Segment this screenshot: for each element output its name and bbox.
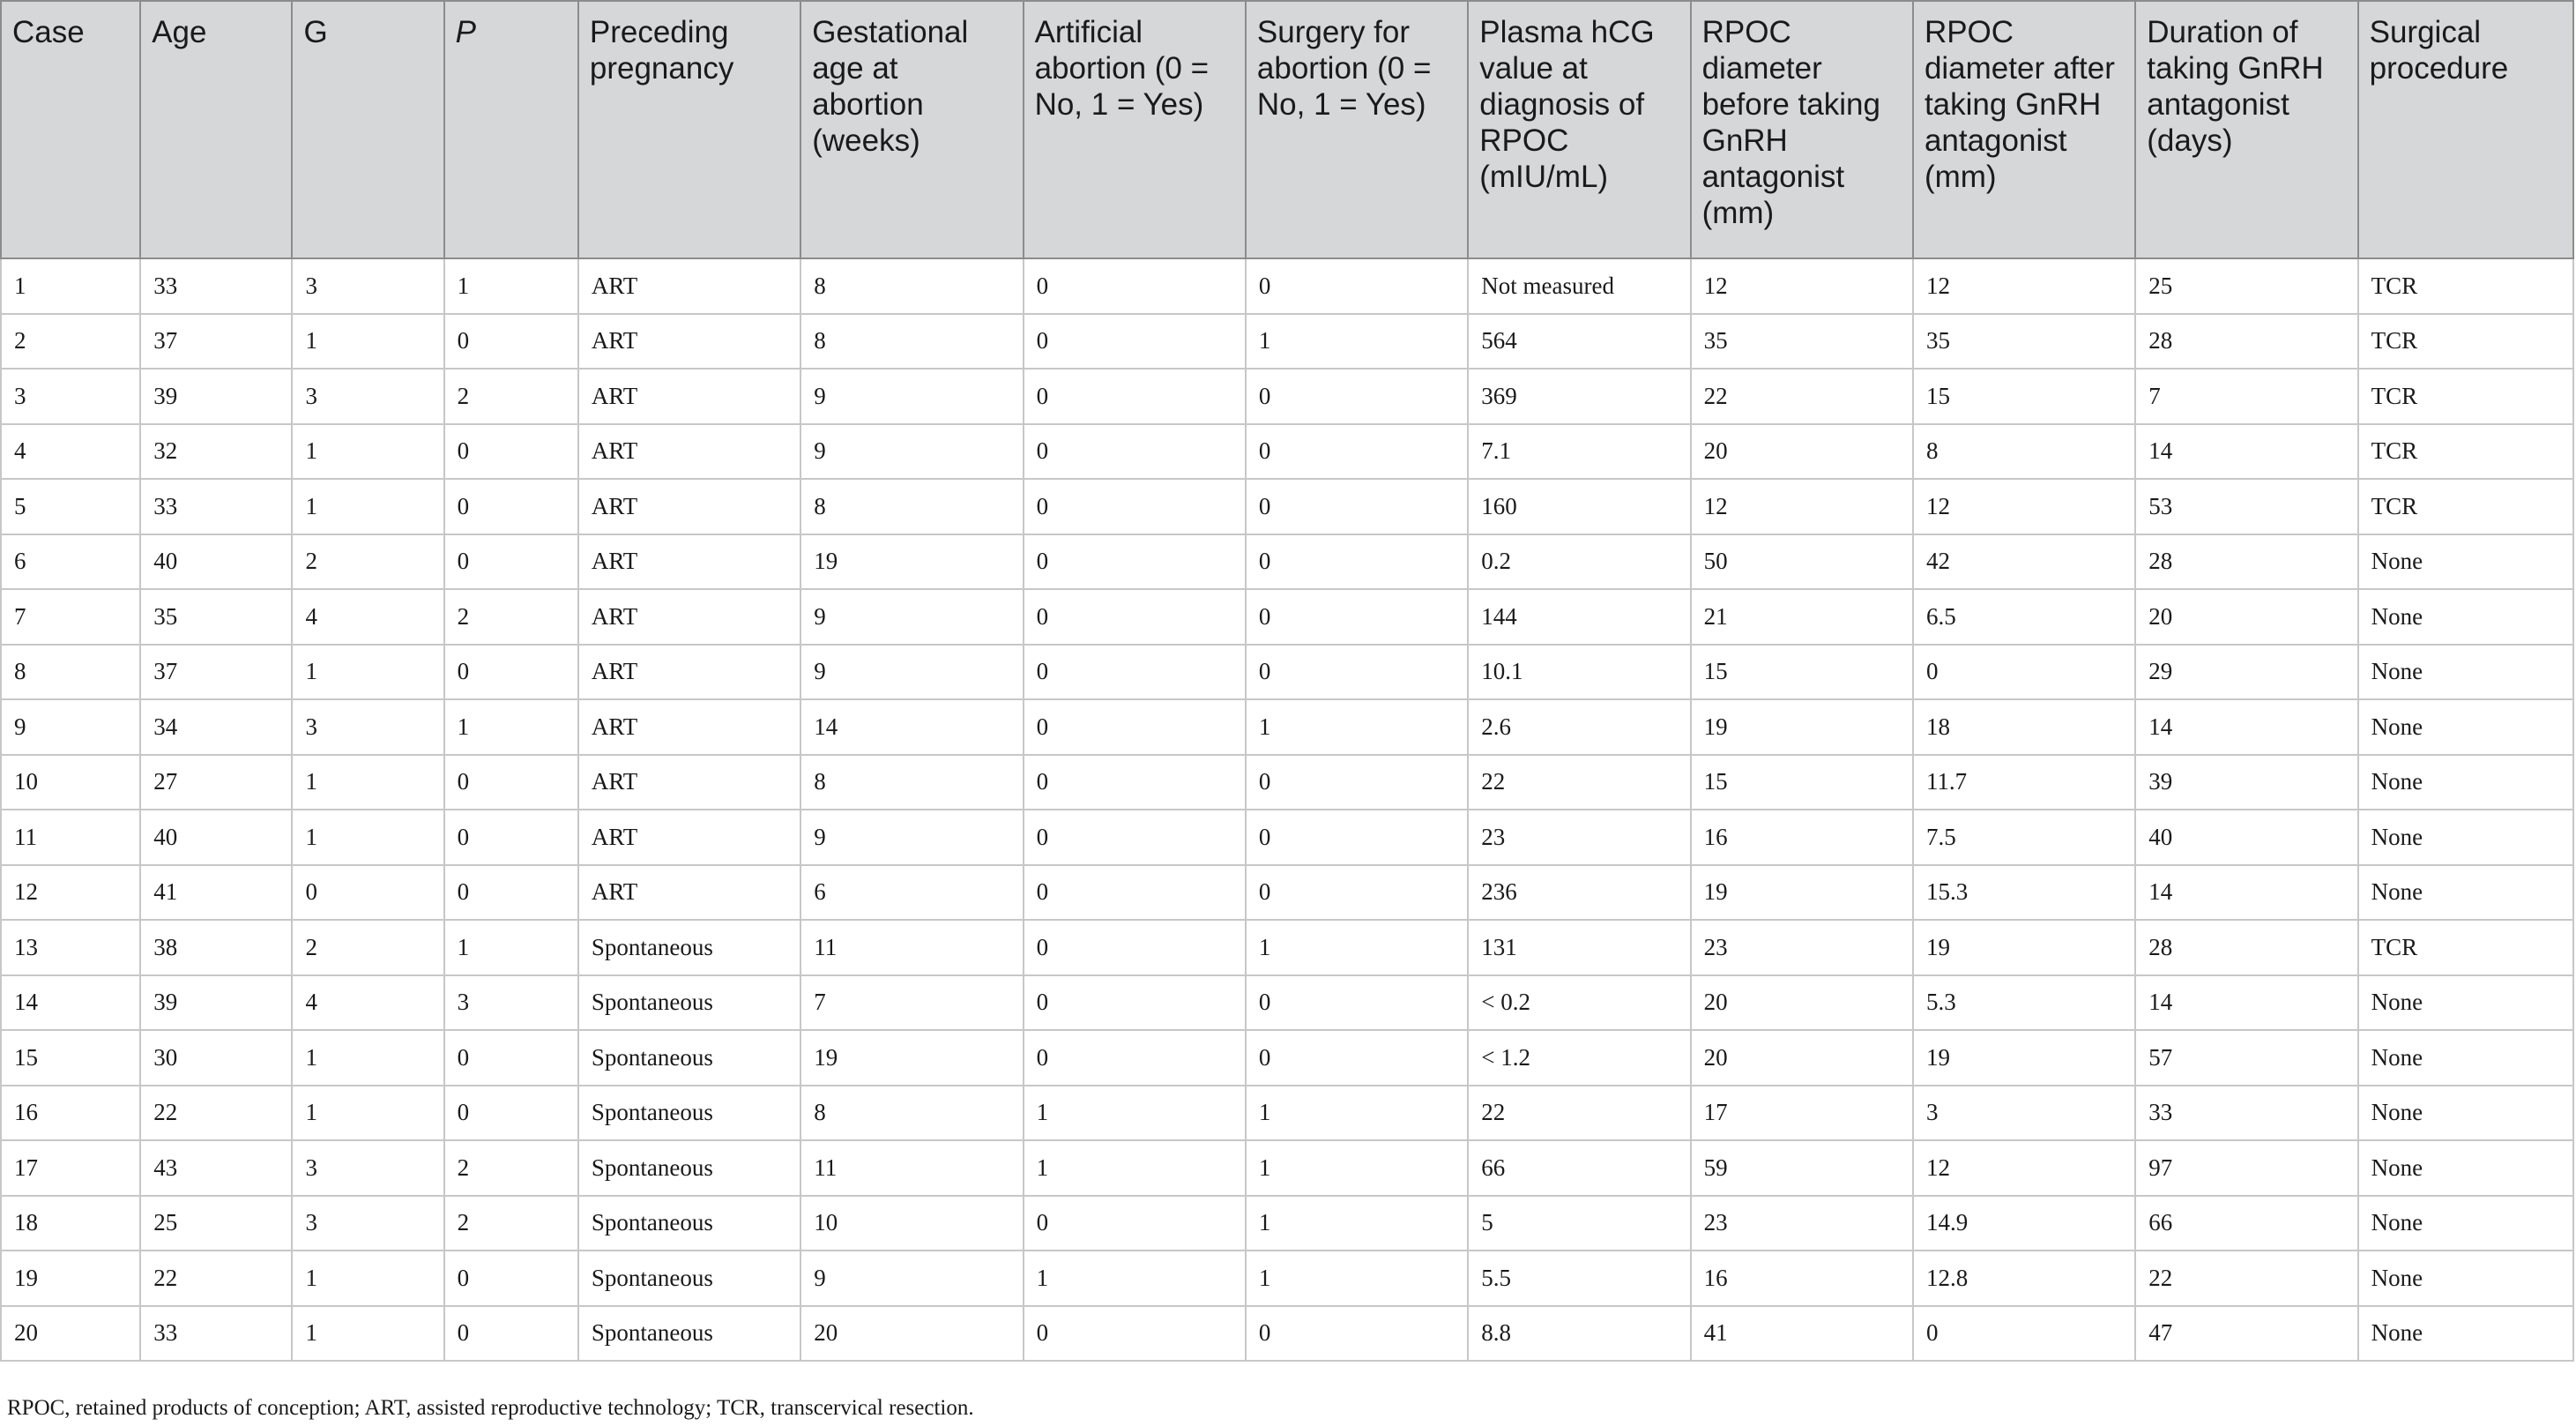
table-cell: 0 xyxy=(444,1030,578,1086)
table-cell: 9 xyxy=(800,424,1023,480)
table-cell: 1 xyxy=(1246,1086,1468,1141)
table-cell: 1 xyxy=(1024,1251,1246,1306)
table-cell: None xyxy=(2358,1030,2573,1086)
table-cell: 8 xyxy=(1913,424,2135,480)
table-cell: 38 xyxy=(140,920,292,975)
table-cell: 1 xyxy=(292,1086,443,1141)
table-cell: 0 xyxy=(1246,1030,1468,1086)
table-cell: 2 xyxy=(444,369,578,424)
table-row xyxy=(1,645,2573,700)
table-cell: 5.5 xyxy=(1468,1251,1690,1306)
table-cell: 35 xyxy=(1691,314,1913,370)
table-cell: 19 xyxy=(1,1251,140,1306)
table-cell: 0 xyxy=(1246,975,1468,1031)
table-cell: 3 xyxy=(292,1140,443,1196)
table-cell: 1 xyxy=(1024,1086,1246,1141)
table-cell: 15 xyxy=(1691,755,1913,810)
table-cell: 22 xyxy=(140,1086,292,1141)
table-cell: 29 xyxy=(2135,645,2357,700)
table-row xyxy=(1,479,2573,534)
column-header: Plasma hCG value at diagnosis of RPOC (mIU/mL) xyxy=(1468,1,1690,258)
table-cell: 0 xyxy=(1024,920,1246,975)
table-cell: 0 xyxy=(444,1251,578,1306)
table-cell: 66 xyxy=(2135,1196,2357,1251)
table-cell: 14 xyxy=(2135,424,2357,480)
table-cell: 6 xyxy=(1,534,140,590)
table-cell: 0 xyxy=(1246,755,1468,810)
table-cell: 20 xyxy=(1691,424,1913,480)
table-cell: 0 xyxy=(1024,645,1246,700)
table-cell: 37 xyxy=(140,645,292,700)
table-cell: ART xyxy=(578,810,800,865)
table-cell: 10 xyxy=(800,1196,1023,1251)
table-cell: 19 xyxy=(1913,920,2135,975)
table-cell: None xyxy=(2358,865,2573,921)
table-cell: 12 xyxy=(1691,479,1913,534)
table-cell: 0 xyxy=(1024,1030,1246,1086)
table-cell: 39 xyxy=(140,975,292,1031)
table-row xyxy=(1,534,2573,590)
table-cell: 1 xyxy=(1246,1251,1468,1306)
table-cell: 35 xyxy=(1913,314,2135,370)
table-cell: 3 xyxy=(292,258,443,314)
table-cell: ART xyxy=(578,589,800,645)
table-cell: 4 xyxy=(292,589,443,645)
table-cell: ART xyxy=(578,699,800,755)
table-cell: TCR xyxy=(2358,424,2573,480)
table-cell: 0 xyxy=(444,1306,578,1362)
table-cell: 39 xyxy=(140,369,292,424)
table-cell: Spontaneous xyxy=(578,1196,800,1251)
table-cell: 12 xyxy=(1913,258,2135,314)
column-header: Case xyxy=(1,1,140,258)
table-cell: 0 xyxy=(1024,1196,1246,1251)
table-cell: < 1.2 xyxy=(1468,1030,1690,1086)
table-cell: 0 xyxy=(1246,589,1468,645)
table-cell: 1 xyxy=(1024,1140,1246,1196)
table-cell: None xyxy=(2358,1306,2573,1362)
table-cell: 35 xyxy=(140,589,292,645)
table-cell: 15.3 xyxy=(1913,865,2135,921)
table-cell: 21 xyxy=(1691,589,1913,645)
table-cell: 22 xyxy=(1468,755,1690,810)
table-cell: 20 xyxy=(2135,589,2357,645)
table-cell: 9 xyxy=(800,1251,1023,1306)
table-cell: 12 xyxy=(1913,479,2135,534)
column-header: Duration of taking GnRH antagonist (days) xyxy=(2135,1,2357,258)
table-cell: 66 xyxy=(1468,1140,1690,1196)
table-cell: 23 xyxy=(1468,810,1690,865)
table-cell: 131 xyxy=(1468,920,1690,975)
table-row xyxy=(1,424,2573,480)
table-cell: 5 xyxy=(1,479,140,534)
table-cell: TCR xyxy=(2358,314,2573,370)
table-cell: 40 xyxy=(140,534,292,590)
table-cell: None xyxy=(2358,1196,2573,1251)
table-cell: 0 xyxy=(1024,589,1246,645)
table-cell: 564 xyxy=(1468,314,1690,370)
table-cell: 22 xyxy=(1691,369,1913,424)
table-cell: 2.6 xyxy=(1468,699,1690,755)
table-cell: 1 xyxy=(444,920,578,975)
table-cell: 0 xyxy=(1246,865,1468,921)
column-header: Age xyxy=(140,1,292,258)
table-row xyxy=(1,865,2573,921)
table-cell: 0 xyxy=(1246,424,1468,480)
table-cell: 27 xyxy=(140,755,292,810)
table-cell: 1 xyxy=(292,1251,443,1306)
table-cell: 9 xyxy=(800,810,1023,865)
table-cell: ART xyxy=(578,314,800,370)
table-cell: 40 xyxy=(2135,810,2357,865)
table-cell: 0 xyxy=(444,755,578,810)
table-cell: 1 xyxy=(444,258,578,314)
table-cell: 8 xyxy=(800,1086,1023,1141)
table-row xyxy=(1,810,2573,865)
table-cell: 0 xyxy=(1024,975,1246,1031)
table-cell: 1 xyxy=(292,424,443,480)
table-cell: 0 xyxy=(1024,1306,1246,1362)
table-cell: 11.7 xyxy=(1913,755,2135,810)
table-cell: 0 xyxy=(444,479,578,534)
table-cell: 25 xyxy=(2135,258,2357,314)
table-cell: 59 xyxy=(1691,1140,1913,1196)
table-cell: 28 xyxy=(2135,314,2357,370)
table-cell: 19 xyxy=(800,534,1023,590)
table-cell: 0 xyxy=(1024,369,1246,424)
table-cell: 1 xyxy=(1246,314,1468,370)
table-cell: 14 xyxy=(2135,699,2357,755)
table-cell: 11 xyxy=(800,1140,1023,1196)
table-cell: 1 xyxy=(1246,920,1468,975)
table-cell: 0.2 xyxy=(1468,534,1690,590)
table-cell: 22 xyxy=(1468,1086,1690,1141)
table-cell: 7 xyxy=(1,589,140,645)
table-cell: 33 xyxy=(140,1306,292,1362)
table-cell: 14 xyxy=(800,699,1023,755)
table-cell: 0 xyxy=(1246,479,1468,534)
table-cell: 32 xyxy=(140,424,292,480)
table-cell: 11 xyxy=(800,920,1023,975)
table-cell: 3 xyxy=(444,975,578,1031)
column-header: G xyxy=(292,1,443,258)
table-cell: 2 xyxy=(292,534,443,590)
table-cell: 0 xyxy=(1024,865,1246,921)
table-cell: 28 xyxy=(2135,534,2357,590)
table-cell: 41 xyxy=(1691,1306,1913,1362)
table-cell: 9 xyxy=(800,369,1023,424)
table-cell: 0 xyxy=(1913,1306,2135,1362)
column-header: RPOC diameter after taking GnRH antagonist (mm) xyxy=(1913,1,2135,258)
table-cell: 14 xyxy=(2135,865,2357,921)
table-cell: 0 xyxy=(444,865,578,921)
table-cell: TCR xyxy=(2358,369,2573,424)
table-cell: 7 xyxy=(2135,369,2357,424)
table-cell: TCR xyxy=(2358,258,2573,314)
table-cell: 1 xyxy=(444,699,578,755)
table-cell: 41 xyxy=(140,865,292,921)
table-cell: TCR xyxy=(2358,920,2573,975)
table-row xyxy=(1,369,2573,424)
table-cell: 42 xyxy=(1913,534,2135,590)
table-cell: 3 xyxy=(1913,1086,2135,1141)
table-cell: 0 xyxy=(1246,534,1468,590)
table-row xyxy=(1,1086,2573,1141)
table-cell: 8 xyxy=(800,479,1023,534)
table-cell: 14 xyxy=(1,975,140,1031)
table-cell: 7.5 xyxy=(1913,810,2135,865)
table-cell: 0 xyxy=(444,424,578,480)
table-row xyxy=(1,975,2573,1031)
table-cell: 23 xyxy=(1691,1196,1913,1251)
table-cell: 37 xyxy=(140,314,292,370)
table-cell: 2 xyxy=(444,589,578,645)
table-cell: 22 xyxy=(2135,1251,2357,1306)
table-cell: 1 xyxy=(1246,1140,1468,1196)
table-row xyxy=(1,699,2573,755)
table-row xyxy=(1,1251,2573,1306)
table-cell: 28 xyxy=(2135,920,2357,975)
table-cell: 2 xyxy=(444,1140,578,1196)
table-cell: 3 xyxy=(292,699,443,755)
table-cell: None xyxy=(2358,755,2573,810)
table-row xyxy=(1,920,2573,975)
table-cell: 0 xyxy=(1024,258,1246,314)
table-cell: 14 xyxy=(2135,975,2357,1031)
table-cell: 17 xyxy=(1,1140,140,1196)
table-cell: 1 xyxy=(292,1306,443,1362)
table-row xyxy=(1,589,2573,645)
table-cell: 3 xyxy=(292,1196,443,1251)
table-cell: None xyxy=(2358,589,2573,645)
table-cell: 14.9 xyxy=(1913,1196,2135,1251)
table-row xyxy=(1,1140,2573,1196)
table-cell: 9 xyxy=(800,589,1023,645)
table-cell: 1 xyxy=(292,1030,443,1086)
table-cell: 5 xyxy=(1468,1196,1690,1251)
table-cell: 40 xyxy=(140,810,292,865)
table-row xyxy=(1,1306,2573,1362)
table-cell: 0 xyxy=(292,865,443,921)
table-cell: Spontaneous xyxy=(578,1251,800,1306)
table-cell: 1 xyxy=(292,479,443,534)
table-cell: 12 xyxy=(1,865,140,921)
column-header: Gestational age at abortion (weeks) xyxy=(800,1,1023,258)
table-cell: 17 xyxy=(1691,1086,1913,1141)
table-cell: None xyxy=(2358,1140,2573,1196)
table-header xyxy=(1,1,2573,258)
table-cell: 0 xyxy=(444,314,578,370)
table-cell: 97 xyxy=(2135,1140,2357,1196)
table-cell: 18 xyxy=(1,1196,140,1251)
table-cell: 20 xyxy=(1691,975,1913,1031)
table-cell: ART xyxy=(578,424,800,480)
table-cell: 160 xyxy=(1468,479,1690,534)
table-cell: 0 xyxy=(1246,810,1468,865)
table-cell: None xyxy=(2358,810,2573,865)
table-cell: Spontaneous xyxy=(578,975,800,1031)
table-cell: 12 xyxy=(1913,1140,2135,1196)
table-cell: None xyxy=(2358,975,2573,1031)
table-cell: 1 xyxy=(292,645,443,700)
header-row xyxy=(1,1,2573,258)
column-header: RPOC diameter before taking GnRH antagonist (mm) xyxy=(1691,1,1913,258)
table-cell: 12.8 xyxy=(1913,1251,2135,1306)
table-cell: 39 xyxy=(2135,755,2357,810)
table-cell: 57 xyxy=(2135,1030,2357,1086)
table-cell: 50 xyxy=(1691,534,1913,590)
table-cell: Spontaneous xyxy=(578,920,800,975)
table-cell: 7 xyxy=(800,975,1023,1031)
table-cell: 5.3 xyxy=(1913,975,2135,1031)
table-cell: 1 xyxy=(1,258,140,314)
table-cell: None xyxy=(2358,1086,2573,1141)
table-cell: 0 xyxy=(1246,369,1468,424)
column-header: Preceding pregnancy xyxy=(578,1,800,258)
table-cell: 6 xyxy=(800,865,1023,921)
table-cell: 2 xyxy=(292,920,443,975)
table-cell: 0 xyxy=(1024,810,1246,865)
table-cell: 144 xyxy=(1468,589,1690,645)
table-cell: 8 xyxy=(800,755,1023,810)
table-cell: 3 xyxy=(292,369,443,424)
table-cell: 0 xyxy=(1024,424,1246,480)
table-cell: 1 xyxy=(1246,699,1468,755)
table-cell: 18 xyxy=(1913,699,2135,755)
table-cell: 19 xyxy=(800,1030,1023,1086)
table-cell: < 0.2 xyxy=(1468,975,1690,1031)
table-cell: None xyxy=(2358,1251,2573,1306)
table-cell: 15 xyxy=(1691,645,1913,700)
table-cell: ART xyxy=(578,865,800,921)
table-cell: None xyxy=(2358,534,2573,590)
table-cell: 0 xyxy=(1913,645,2135,700)
table-cell: 13 xyxy=(1,920,140,975)
table-cell: 10 xyxy=(1,755,140,810)
table-cell: 33 xyxy=(140,479,292,534)
table-cell: TCR xyxy=(2358,479,2573,534)
table-cell: Spontaneous xyxy=(578,1140,800,1196)
table-cell: 16 xyxy=(1,1086,140,1141)
table-cell: 15 xyxy=(1,1030,140,1086)
table-cell: 19 xyxy=(1913,1030,2135,1086)
table-cell: 4 xyxy=(292,975,443,1031)
table-cell: None xyxy=(2358,645,2573,700)
table-cell: 0 xyxy=(1024,479,1246,534)
table-row xyxy=(1,1030,2573,1086)
table-cell: 11 xyxy=(1,810,140,865)
table-cell: 20 xyxy=(1691,1030,1913,1086)
table-cell: 7.1 xyxy=(1468,424,1690,480)
table-cell: 0 xyxy=(1024,755,1246,810)
table-cell: 20 xyxy=(1,1306,140,1362)
table-cell: 0 xyxy=(1024,534,1246,590)
table-cell: Spontaneous xyxy=(578,1030,800,1086)
table-footnote: RPOC, retained products of conception; ART, assisted reproductive technology; TCR, transcervical resection. xyxy=(7,1396,974,1420)
table-cell: 8 xyxy=(800,314,1023,370)
table-cell: Spontaneous xyxy=(578,1086,800,1141)
table-cell: ART xyxy=(578,755,800,810)
table-cell: 8 xyxy=(800,258,1023,314)
column-header: Surgical procedure xyxy=(2358,1,2573,258)
table-cell: 10.1 xyxy=(1468,645,1690,700)
table-cell: 6.5 xyxy=(1913,589,2135,645)
table-cell: ART xyxy=(578,369,800,424)
table-cell: 9 xyxy=(800,645,1023,700)
table-cell: 16 xyxy=(1691,810,1913,865)
table-cell: 0 xyxy=(1246,1306,1468,1362)
table-row xyxy=(1,314,2573,370)
table-cell: 12 xyxy=(1691,258,1913,314)
table-cell: 0 xyxy=(1246,645,1468,700)
table-cell: 30 xyxy=(140,1030,292,1086)
table-cell: Not measured xyxy=(1468,258,1690,314)
table-cell: ART xyxy=(578,645,800,700)
table-cell: 1 xyxy=(292,810,443,865)
table-cell: 1 xyxy=(292,314,443,370)
table-cell: 33 xyxy=(140,258,292,314)
table-cell: 22 xyxy=(140,1251,292,1306)
table-cell: 236 xyxy=(1468,865,1690,921)
table-cell: 0 xyxy=(444,645,578,700)
table-cell: 2 xyxy=(444,1196,578,1251)
table-cell: 19 xyxy=(1691,699,1913,755)
table-body xyxy=(1,258,2573,1361)
table-row xyxy=(1,258,2573,314)
table-cell: 43 xyxy=(140,1140,292,1196)
table-cell: 0 xyxy=(444,810,578,865)
table-row xyxy=(1,1196,2573,1251)
table-cell: 8 xyxy=(1,645,140,700)
table-cell: 0 xyxy=(1246,258,1468,314)
table-cell: 34 xyxy=(140,699,292,755)
table-cell: 0 xyxy=(1024,314,1246,370)
table-cell: ART xyxy=(578,534,800,590)
table-cell: 2 xyxy=(1,314,140,370)
table-cell: 3 xyxy=(1,369,140,424)
table-cell: Spontaneous xyxy=(578,1306,800,1362)
table-cell: None xyxy=(2358,699,2573,755)
table-cell: 4 xyxy=(1,424,140,480)
table-cell: 16 xyxy=(1691,1251,1913,1306)
table-cell: 53 xyxy=(2135,479,2357,534)
table-cell: 0 xyxy=(444,1086,578,1141)
table-cell: 369 xyxy=(1468,369,1690,424)
table-cell: 15 xyxy=(1913,369,2135,424)
table-cell: 0 xyxy=(444,534,578,590)
table-cell: 9 xyxy=(1,699,140,755)
table-cell: 1 xyxy=(292,755,443,810)
table-cell: 1 xyxy=(1246,1196,1468,1251)
table-cell: 23 xyxy=(1691,920,1913,975)
table-cell: 20 xyxy=(800,1306,1023,1362)
table-cell: 0 xyxy=(1024,699,1246,755)
column-header: Artificial abortion (0 = No, 1 = Yes) xyxy=(1024,1,1246,258)
column-header: Surgery for abortion (0 = No, 1 = Yes) xyxy=(1246,1,1468,258)
table-cell: 19 xyxy=(1691,865,1913,921)
table-cell: ART xyxy=(578,258,800,314)
table-row xyxy=(1,755,2573,810)
table-cell: 47 xyxy=(2135,1306,2357,1362)
table-cell: 8.8 xyxy=(1468,1306,1690,1362)
column-header: P xyxy=(444,1,578,258)
table-cell: 33 xyxy=(2135,1086,2357,1141)
table-cell: ART xyxy=(578,479,800,534)
table-cell: 25 xyxy=(140,1196,292,1251)
